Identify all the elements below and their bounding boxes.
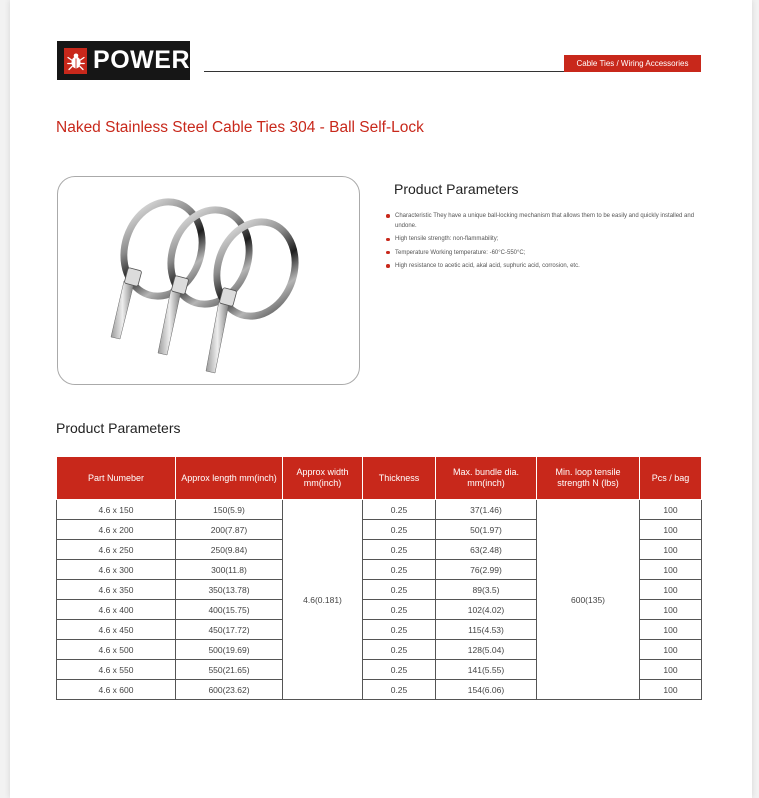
cell-bundle-dia: 76(2.99) [436, 560, 537, 580]
cell-thickness: 0.25 [363, 660, 436, 680]
cell-tensile-shared: 600(135) [537, 500, 640, 700]
cell-length: 300(11.8) [176, 560, 283, 580]
parameters-table [56, 456, 702, 700]
cell-bundle-dia: 141(5.55) [436, 660, 537, 680]
cell-thickness: 0.25 [363, 600, 436, 620]
cell-length: 400(15.75) [176, 600, 283, 620]
cell-thickness: 0.25 [363, 500, 436, 520]
cell-thickness: 0.25 [363, 520, 436, 540]
brand-logo [57, 41, 190, 80]
cell-bundle-dia: 128(5.04) [436, 640, 537, 660]
cell-bundle-dia: 37(1.46) [436, 500, 537, 520]
cell-part-number: 4.6 x 600 [57, 680, 176, 700]
cell-bundle-dia: 89(3.5) [436, 580, 537, 600]
product-image [57, 176, 360, 385]
cell-bundle-dia: 50(1.97) [436, 520, 537, 540]
feature-item: High resistance to acetic acid, akal acid, suphuric acid, corrosion, etc. [385, 261, 700, 271]
cell-part-number: 4.6 x 400 [57, 600, 176, 620]
cell-part-number: 4.6 x 250 [57, 540, 176, 560]
cell-pcs: 100 [640, 680, 702, 700]
cell-bundle-dia: 154(6.06) [436, 680, 537, 700]
cell-length: 550(21.65) [176, 660, 283, 680]
cell-part-number: 4.6 x 500 [57, 640, 176, 660]
cell-length: 200(7.87) [176, 520, 283, 540]
cell-pcs: 100 [640, 580, 702, 600]
brand-name: POWER [93, 46, 190, 74]
cell-pcs: 100 [640, 520, 702, 540]
brand-bug-icon [64, 48, 87, 74]
cell-pcs: 100 [640, 600, 702, 620]
table-row [57, 500, 702, 520]
cell-pcs: 100 [640, 620, 702, 640]
cell-length: 600(23.62) [176, 680, 283, 700]
cell-length: 500(19.69) [176, 640, 283, 660]
features-heading: Product Parameters [394, 181, 519, 197]
column-header-width: Approx width mm(inch) [283, 457, 363, 500]
cell-part-number: 4.6 x 150 [57, 500, 176, 520]
cell-length: 350(13.78) [176, 580, 283, 600]
cell-pcs: 100 [640, 560, 702, 580]
column-header-length: Approx length mm(inch) [176, 457, 283, 500]
cell-thickness: 0.25 [363, 580, 436, 600]
column-header-bundle-dia: Max. bundle dia. mm(inch) [436, 457, 537, 500]
cell-pcs: 100 [640, 500, 702, 520]
cell-pcs: 100 [640, 640, 702, 660]
cell-length: 150(5.9) [176, 500, 283, 520]
cell-part-number: 4.6 x 350 [57, 580, 176, 600]
cell-thickness: 0.25 [363, 560, 436, 580]
catalog-page [10, 0, 752, 798]
cell-part-number: 4.6 x 550 [57, 660, 176, 680]
category-tag: Cable Ties / Wiring Accessories [564, 55, 701, 72]
table-header-row [57, 457, 702, 500]
cell-thickness: 0.25 [363, 540, 436, 560]
column-header-pcs-per-bag: Pcs / bag [640, 457, 702, 500]
cell-length: 450(17.72) [176, 620, 283, 640]
cell-thickness: 0.25 [363, 640, 436, 660]
cell-pcs: 100 [640, 660, 702, 680]
column-header-part-number: Part Numeber [57, 457, 176, 500]
cell-pcs: 100 [640, 540, 702, 560]
cell-bundle-dia: 63(2.48) [436, 540, 537, 560]
column-header-thickness: Thickness [363, 457, 436, 500]
features-list [385, 211, 700, 275]
header-divider [204, 71, 564, 72]
cell-bundle-dia: 102(4.02) [436, 600, 537, 620]
cell-thickness: 0.25 [363, 620, 436, 640]
feature-item: High tensile strength: non-flammability; [385, 234, 700, 244]
cell-length: 250(9.84) [176, 540, 283, 560]
cell-part-number: 4.6 x 300 [57, 560, 176, 580]
cell-part-number: 4.6 x 450 [57, 620, 176, 640]
product-title: Naked Stainless Steel Cable Ties 304 - Ball Self-Lock [56, 119, 424, 136]
stainless-steel-cable-ties-icon [58, 177, 359, 384]
column-header-tensile-strength: Min. loop tensile strength N (lbs) [537, 457, 640, 500]
cell-thickness: 0.25 [363, 680, 436, 700]
cell-part-number: 4.6 x 200 [57, 520, 176, 540]
cell-bundle-dia: 115(4.53) [436, 620, 537, 640]
feature-item: Temperature Working temperature: -60°C-550°C; [385, 248, 700, 258]
parameters-heading: Product Parameters [56, 420, 181, 436]
cell-width-shared: 4.6(0.181) [283, 500, 363, 700]
feature-item: Characteristic They have a unique ball-locking mechanism that allows them to be easily and quickly installed and undone. [385, 211, 700, 231]
